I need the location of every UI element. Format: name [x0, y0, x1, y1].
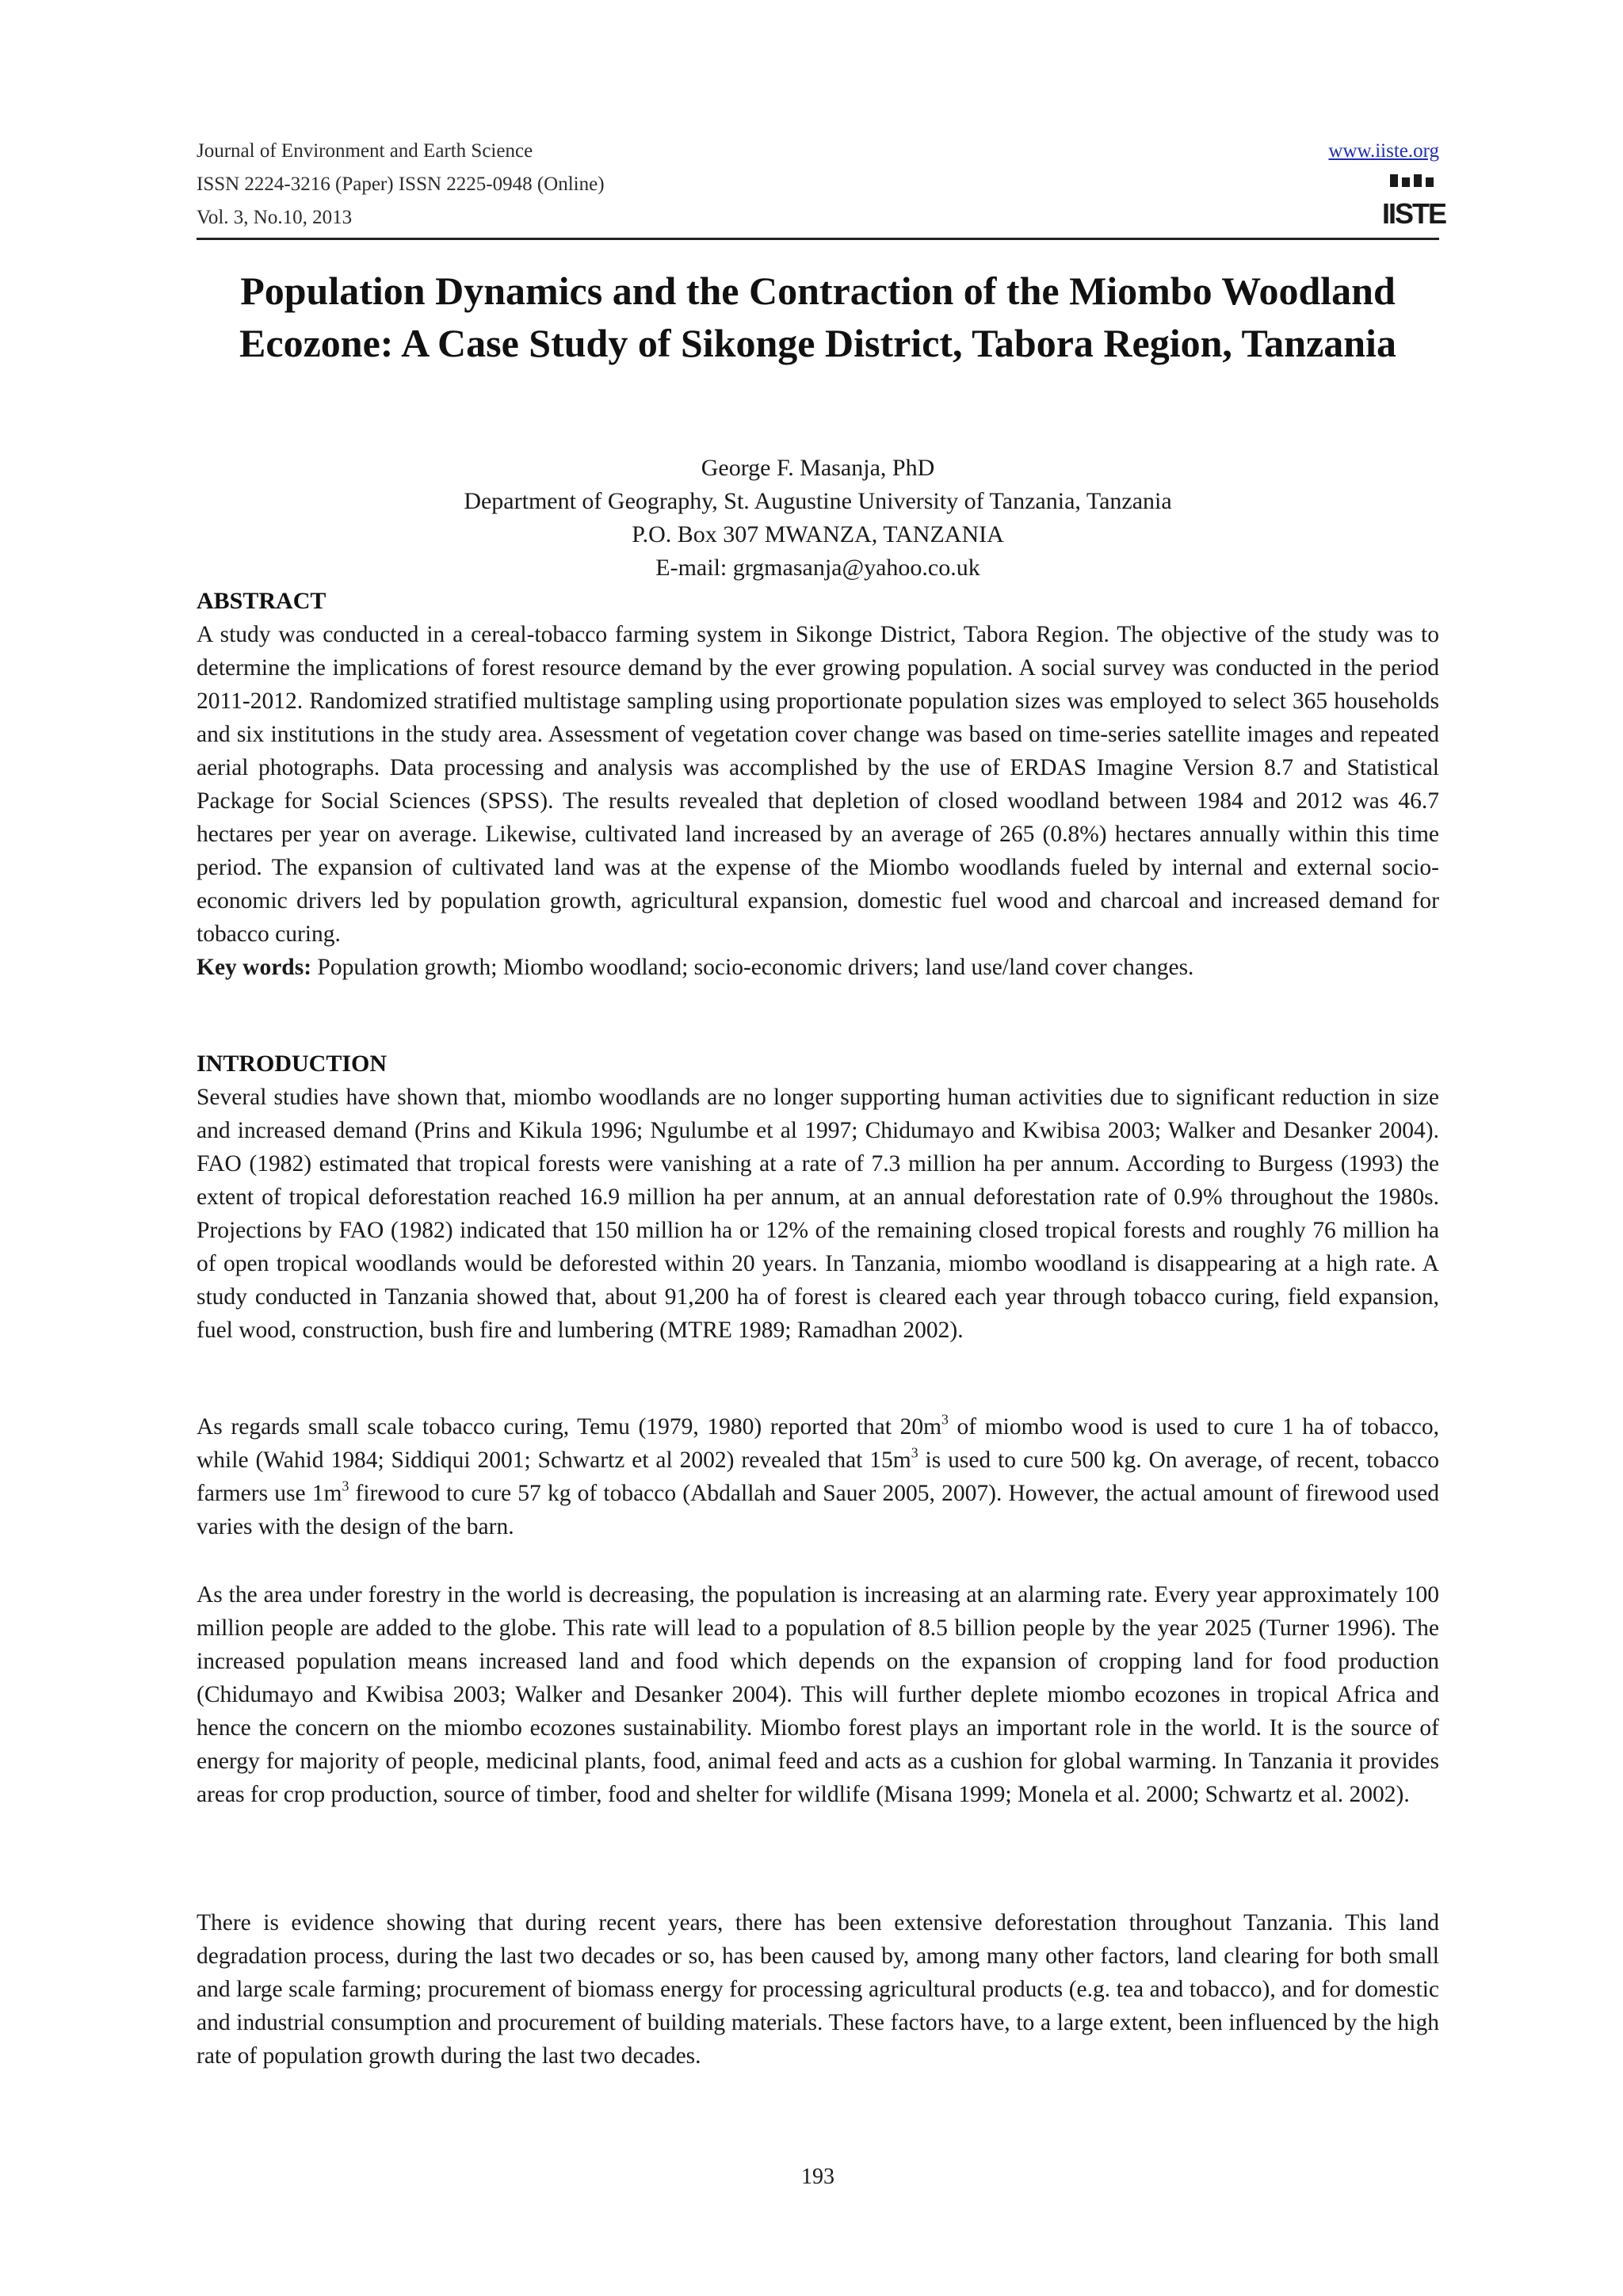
author-name: George F. Masanja, PhD — [701, 455, 935, 481]
journal-issn: ISSN 2224-3216 (Paper) ISSN 2225-0948 (Online) — [197, 174, 605, 195]
header-divider — [197, 238, 1439, 240]
intro-paragraph-4: There is evidence showing that during recent years, there has been extensive deforestation throughout Tanzania. This land degradation process, during the last two decades or so, has been caused by, among many other factors, land clearing for both small and large scale farming; procurement of biomass energy for processing agricultural products (e.g. tea and tobacco), and for domestic and industrial consumption and procurement of building materials. These factors have, to a large extent, been influenced by the high rate of population growth during the last two decades. — [197, 1910, 1439, 2069]
abstract-text: A study was conducted in a cereal-tobacco farming system in Sikonge District, Tabora Region. The objective of the study was to determine the implications of forest resource demand by the ever growing population. A social survey was conducted in the period 2011-2012. Randomized stratified multistage sampling using proportionate population sizes was employed to select 365 households and six institutions in the study area. Assessment of vegetation cover change was based on time-series satellite images and repeated aerial photographs. Data processing and analysis was accomplished by the use of ERDAS Imagine Version 8.7 and Statistical Package for Social Sciences (SPSS). The results revealed that depletion of closed woodland between 1984 and 2012 was 46.7 hectares per year on average. Likewise, cultivated land increased by an average of 265 (0.8%) hectares annually within this time period. The expansion of cultivated land was at the expense of the Miombo woodlands fueled by internal and external socio-economic drivers led by population growth, agricultural expansion, domestic fuel wood and charcoal and increased demand for tobacco curing. — [197, 622, 1439, 947]
journal-info — [197, 135, 605, 235]
intro-paragraph-2: As regards small scale tobacco curing, Temu (1979, 1980) reported that $20m^3$ of miombo wood is used to cure 1 ha of tobacco, while (Wahid 1984; Siddiqui 2001; Schwartz et al 2002) revealed that $15m^3$ is used to cure 500 kg. On average, of recent, tobacco farmers use $1m^3$ firewood to cure 57 kg of tobacco (Abdallah and Sauer 2005, 2007). However, the actual amount of firewood used varies with the design of the barn. — [197, 1411, 1440, 1539]
introduction-heading: INTRODUCTION — [197, 1051, 388, 1077]
logo-wordmark: IISTE — [1381, 197, 1446, 230]
paper-title: Population Dynamics and the Contraction of the Miombo Woodland Ecozone: A Case Study of Sikonge District, Tabora Region, Tanzania — [239, 269, 1396, 365]
journal-branding — [1328, 135, 1439, 168]
author-block — [197, 452, 1439, 585]
keywords-text: Population growth; Miombo woodland; socio-economic drivers; land use/land cover changes. — [311, 955, 1194, 980]
author-email: E-mail: grgmasanja@yahoo.co.uk — [655, 555, 980, 581]
iiste-logo — [1381, 173, 1446, 230]
intro-paragraph-3: As the area under forestry in the world is decreasing, the population is increasing at an alarming rate. Every year approximately 100 million people are added to the globe. This rate will lead to a population of 8.5 billion people by the year 2025 (Turner 1996). The increased population means increased land and food which depends on the expansion of cropping land for food production (Chidumayo and Kwibisa 2003; Walker and Desanker 2004). This will further deplete miombo ecozones in tropical Africa and hence the concern on the miombo ecozones sustainability. Miombo forest plays an important role in the world. It is the source of energy for majority of people, medicinal plants, food, animal feed and acts as a cushion for global warming. In Tanzania it provides areas for crop production, source of timber, food and shelter for wildlife (Misana 1999; Monela et al. 2000; Schwartz et al. 2002). — [197, 1582, 1439, 1807]
author-address: P.O. Box 307 MWANZA, TANZANIA — [632, 521, 1004, 547]
abstract-body — [197, 618, 1439, 984]
intro-paragraph-1: Several studies have shown that, miombo woodlands are no longer supporting human activities due to significant reduction in size and increased demand (Prins and Kikula 1996; Ngulumbe et al 1997; Chidumayo and Kwibisa 2003; Walker and Desanker 2004). FAO (1982) estimated that tropical forests were vanishing at a rate of 7.3 million ha per annum. According to Burgess (1993) the extent of tropical deforestation reached 16.9 million ha per annum, at an annual deforestation rate of 0.9% throughout the 1980s. Projections by FAO (1982) indicated that 150 million ha or 12% of the remaining closed tropical forests and roughly 76 million ha of open tropical woodlands would be deforested within 20 years. In Tanzania, miombo woodland is disappearing at a high rate. A study conducted in Tanzania showed that, about 91,200 ha of forest is cleared each year through tobacco curing, field expansion, fuel wood, construction, bush fire and lumbering (MTRE 1989; Ramadhan 2002). — [197, 1085, 1439, 1343]
journal-header — [197, 135, 1446, 236]
page-number: 193 — [801, 2164, 834, 2189]
keywords-label: Key words: — [197, 955, 312, 980]
author-department: Department of Geography, St. Augustine University of Tanzania, Tanzania — [464, 488, 1172, 514]
website-link[interactable]: www.iiste.org — [1328, 140, 1439, 162]
journal-volume: Vol. 3, No.10, 2013 — [197, 207, 353, 228]
abstract-heading: ABSTRACT — [197, 588, 327, 614]
journal-name: Journal of Environment and Earth Science — [197, 140, 533, 162]
paper-page — [197, 0, 1446, 2296]
